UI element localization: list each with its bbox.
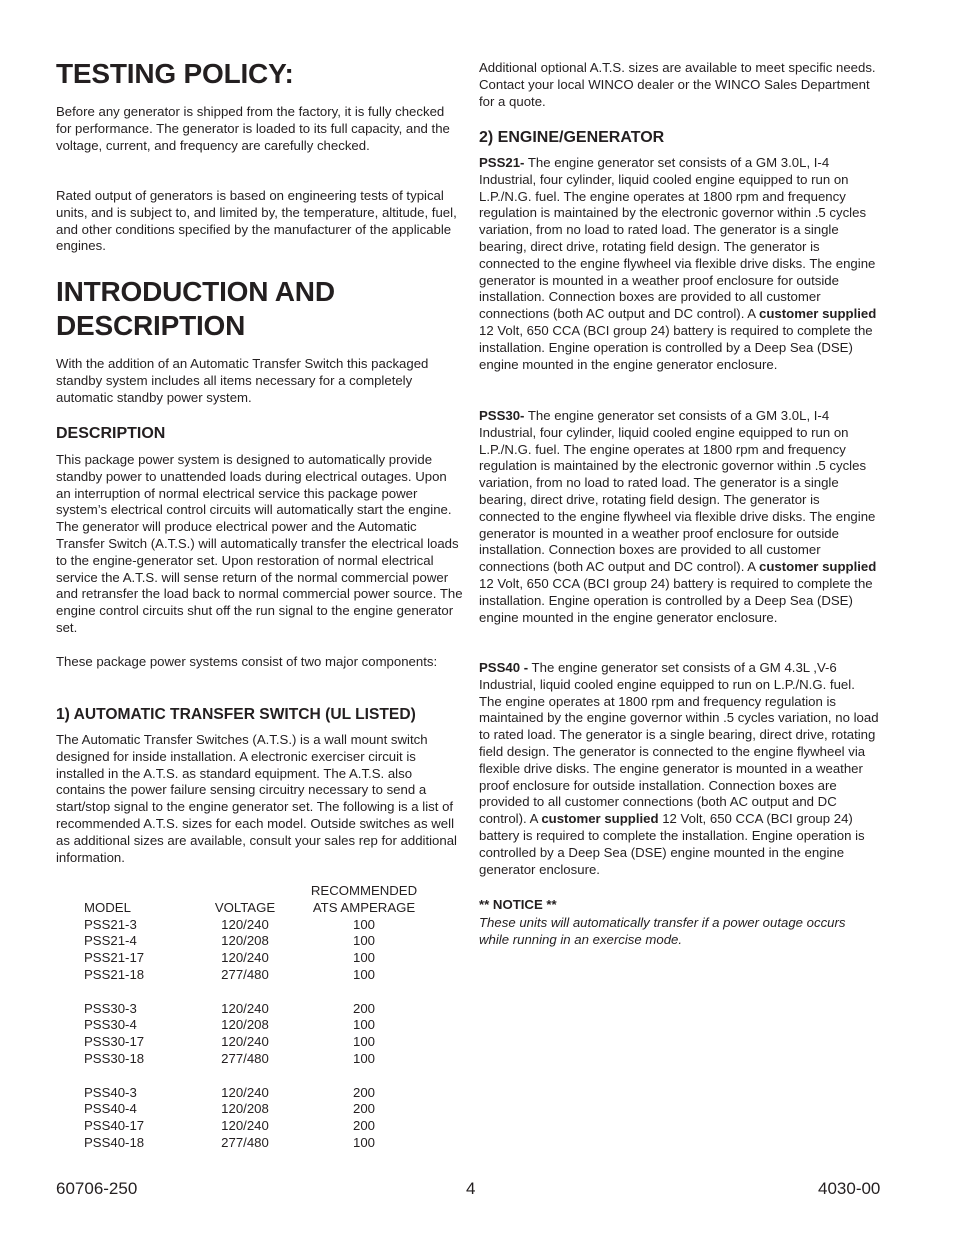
customer-supplied-bold: customer supplied	[759, 559, 877, 575]
amperage-cell: 100	[352, 1050, 376, 1066]
intro-title-line-1: INTRODUCTION AND	[56, 276, 335, 307]
amperage-cell: 100	[352, 1134, 376, 1150]
amperage-cell: 100	[352, 1034, 376, 1050]
voltage-cell: 120/208	[221, 1101, 269, 1117]
header-recommended: RECOMMENDED	[310, 883, 418, 898]
amperage-cell: 100	[352, 933, 376, 949]
customer-supplied-bold: customer supplied	[759, 306, 877, 322]
pss40-label: PSS40 -	[479, 660, 529, 675]
header-ats-amperage: ATS AMPERAGE	[312, 899, 416, 915]
amperage-cell: 200	[352, 1084, 376, 1100]
amperage-cell: 200	[352, 1118, 376, 1134]
model-cell: PSS30-4	[84, 1017, 137, 1033]
model-cell: PSS40-17	[84, 1118, 145, 1134]
voltage-cell: 120/240	[221, 1118, 269, 1134]
model-cell: PSS30-17	[84, 1034, 145, 1050]
additional-sizes-paragraph: Additional optional A.T.S. sizes are available to meet specific needs. Contact your local WINCO dealer or the WINCO Sales Department for a quote.	[479, 60, 876, 109]
model-cell: PSS21-3	[84, 916, 137, 932]
voltage-cell: 277/480	[221, 966, 269, 982]
model-cell: PSS40-3	[84, 1084, 137, 1100]
engine-generator-heading: 2) ENGINE/GENERATOR	[479, 129, 665, 146]
header-model: MODEL	[84, 899, 131, 915]
amperage-cell: 100	[352, 966, 376, 982]
pss30-paragraph: PSS30- The engine generator set consists of a GM 3.0L, I-4 Industrial, four cylinder, liquid cooled engine equipped to run on L.P./N.G. fuel. The engine operates at 1800 rpm and frequency regulation is maintained by the electronic governor within .5 cycles variation, from no load to rated load. The generator is a single bearing, direct drive, rotating field design. The generator is connected to the engine flywheel via flexible drive disks. The engine generator is mounted in a weather proof enclosure for outside installation. Connection boxes are provided to all customer connections (both AC output and DC control). A customer supplied 12 Volt, 650 CCA (BCI group 24) battery is required to complete the installation. Engine operation is controlled by a Deep Sea (DSE) engine mounted in the engine generator enclosure.	[479, 408, 877, 625]
voltage-cell: 277/480	[221, 1050, 269, 1066]
header-voltage: VOLTAGE	[214, 899, 276, 915]
model-cell: PSS40-18	[84, 1134, 145, 1150]
pss40-paragraph: PSS40 - The engine generator set consists of a GM 4.3L ,V-6 Industrial, liquid cooled engine equipped to run on L.P./N.G. fuel. The engine operates at 1800 rpm and frequency regulation is maintained by the engine governor within .5 cycles variation, no load to rated load. The generator is a single bearing, direct drive, rotating field design. The generator is connected to the engine flywheel via flexible drive disks. The engine generator is mounted in a weather proof enclosure for outside installation. Connection boxes are provided to all customer connections (both AC output and DC control). A customer supplied 12 Volt, 650 CCA (BCI group 24) battery is required to complete the installation. Engine operation is controlled by a Deep Sea (DSE) engine mounted in the engine generator enclosure.	[479, 660, 879, 877]
footer-page-number: 4	[466, 1179, 476, 1198]
notice-heading: ** NOTICE **	[479, 897, 557, 912]
model-cell: PSS30-18	[84, 1050, 145, 1066]
description-paragraph-2: These package power systems consist of two major components:	[56, 654, 438, 669]
voltage-cell: 120/240	[221, 1084, 269, 1100]
pss21-label: PSS21-	[479, 155, 525, 170]
intro-title-line-2: DESCRIPTION	[56, 310, 246, 341]
testing-paragraph-2: Rated output of generators is based on engineering tests of typical units, and is subject to, and limited by, the temperature, altitude, fuel, and other conditions specified by the manufacturer of the applicable engines.	[56, 188, 457, 254]
amperage-cell: 100	[352, 950, 376, 966]
model-cell: PSS21-4	[84, 933, 137, 949]
amperage-cell: 100	[352, 1017, 376, 1033]
amperage-cell: 200	[352, 1000, 376, 1016]
voltage-cell: 120/240	[221, 1000, 269, 1016]
description-heading: DESCRIPTION	[56, 425, 166, 442]
voltage-cell: 120/240	[221, 950, 269, 966]
notice-text: These units will automatically transfer if a power outage occurs while running in an exercise mode.	[479, 915, 846, 947]
amperage-cell: 200	[352, 1101, 376, 1117]
testing-policy-title: TESTING POLICY:	[56, 58, 294, 89]
description-paragraph-1: This package power system is designed to automatically provide standby power to unattended loads during electrical outages. Upon an interruption of normal electrical service this package power system’s electrical control circuits will automatically start the engine. The generator will produce electrical power and the Automatic Transfer Switch (A.T.S.) will automatically transfer the electrical loads to the engine-generator set. Upon restoration of normal electrical service the A.T.S. will sense return of the normal commercial power and retransfer the load back to normal commercial power source. The engine control circuits shut off the run signal to the engine generator set.	[56, 452, 463, 635]
model-cell: PSS40-4	[84, 1101, 137, 1117]
intro-paragraph: With the addition of an Automatic Transfer Switch this packaged standby system includes all items necessary for a completely automatic standby power system.	[56, 356, 429, 405]
customer-supplied-bold: customer supplied	[541, 811, 659, 827]
ats-paragraph: The Automatic Transfer Switches (A.T.S.) is a wall mount switch designed for inside installation. A electronic exerciser circuit is installed in the A.T.S. as standard equipment. The A.T.S. also contains the power failure sensing circuitry necessary to send a start/stop signal to the engine generator set. The following is a list of recommended A.T.S. sizes for each model. Outside switches as well as additional sizes are available, consult your sales rep for additional information.	[56, 732, 457, 865]
voltage-cell: 120/240	[221, 916, 269, 932]
model-cell: PSS30-3	[84, 1000, 137, 1016]
voltage-cell: 120/208	[221, 933, 269, 949]
voltage-cell: 120/208	[221, 1017, 269, 1033]
voltage-cell: 277/480	[221, 1134, 269, 1150]
footer-revision: 4030-00	[818, 1179, 881, 1198]
model-cell: PSS21-17	[84, 950, 145, 966]
footer-part-number: 60706-250	[56, 1179, 138, 1198]
ats-heading: 1) AUTOMATIC TRANSFER SWITCH (UL LISTED)	[56, 706, 416, 723]
testing-paragraph-1: Before any generator is shipped from the factory, it is fully checked for performance. The generator is loaded to its full capacity, and the voltage, current, and frequency are carefully checked.	[56, 104, 450, 153]
pss30-label: PSS30-	[479, 408, 525, 423]
amperage-cell: 100	[352, 916, 376, 932]
voltage-cell: 120/240	[221, 1034, 269, 1050]
pss21-paragraph: PSS21- The engine generator set consists of a GM 3.0L, I-4 Industrial, four cylinder, liquid cooled engine equipped to run on L.P./N.G. fuel. The engine operates at 1800 rpm and frequency regulation is maintained by the electronic governor within .5 cycles variation, from no load to rated load. The generator is a single bearing, direct drive, rotating field design. The generator is connected to the engine flywheel via flexible drive disks. The engine generator is mounted in a weather proof enclosure for outside installation. Connection boxes are provided to all customer connections (both AC output and DC control). A customer supplied 12 Volt, 650 CCA (BCI group 24) battery is required to complete the installation. Engine operation is controlled by a Deep Sea (DSE) engine mounted in the engine generator enclosure.	[479, 155, 877, 372]
model-cell: PSS21-18	[84, 966, 145, 982]
